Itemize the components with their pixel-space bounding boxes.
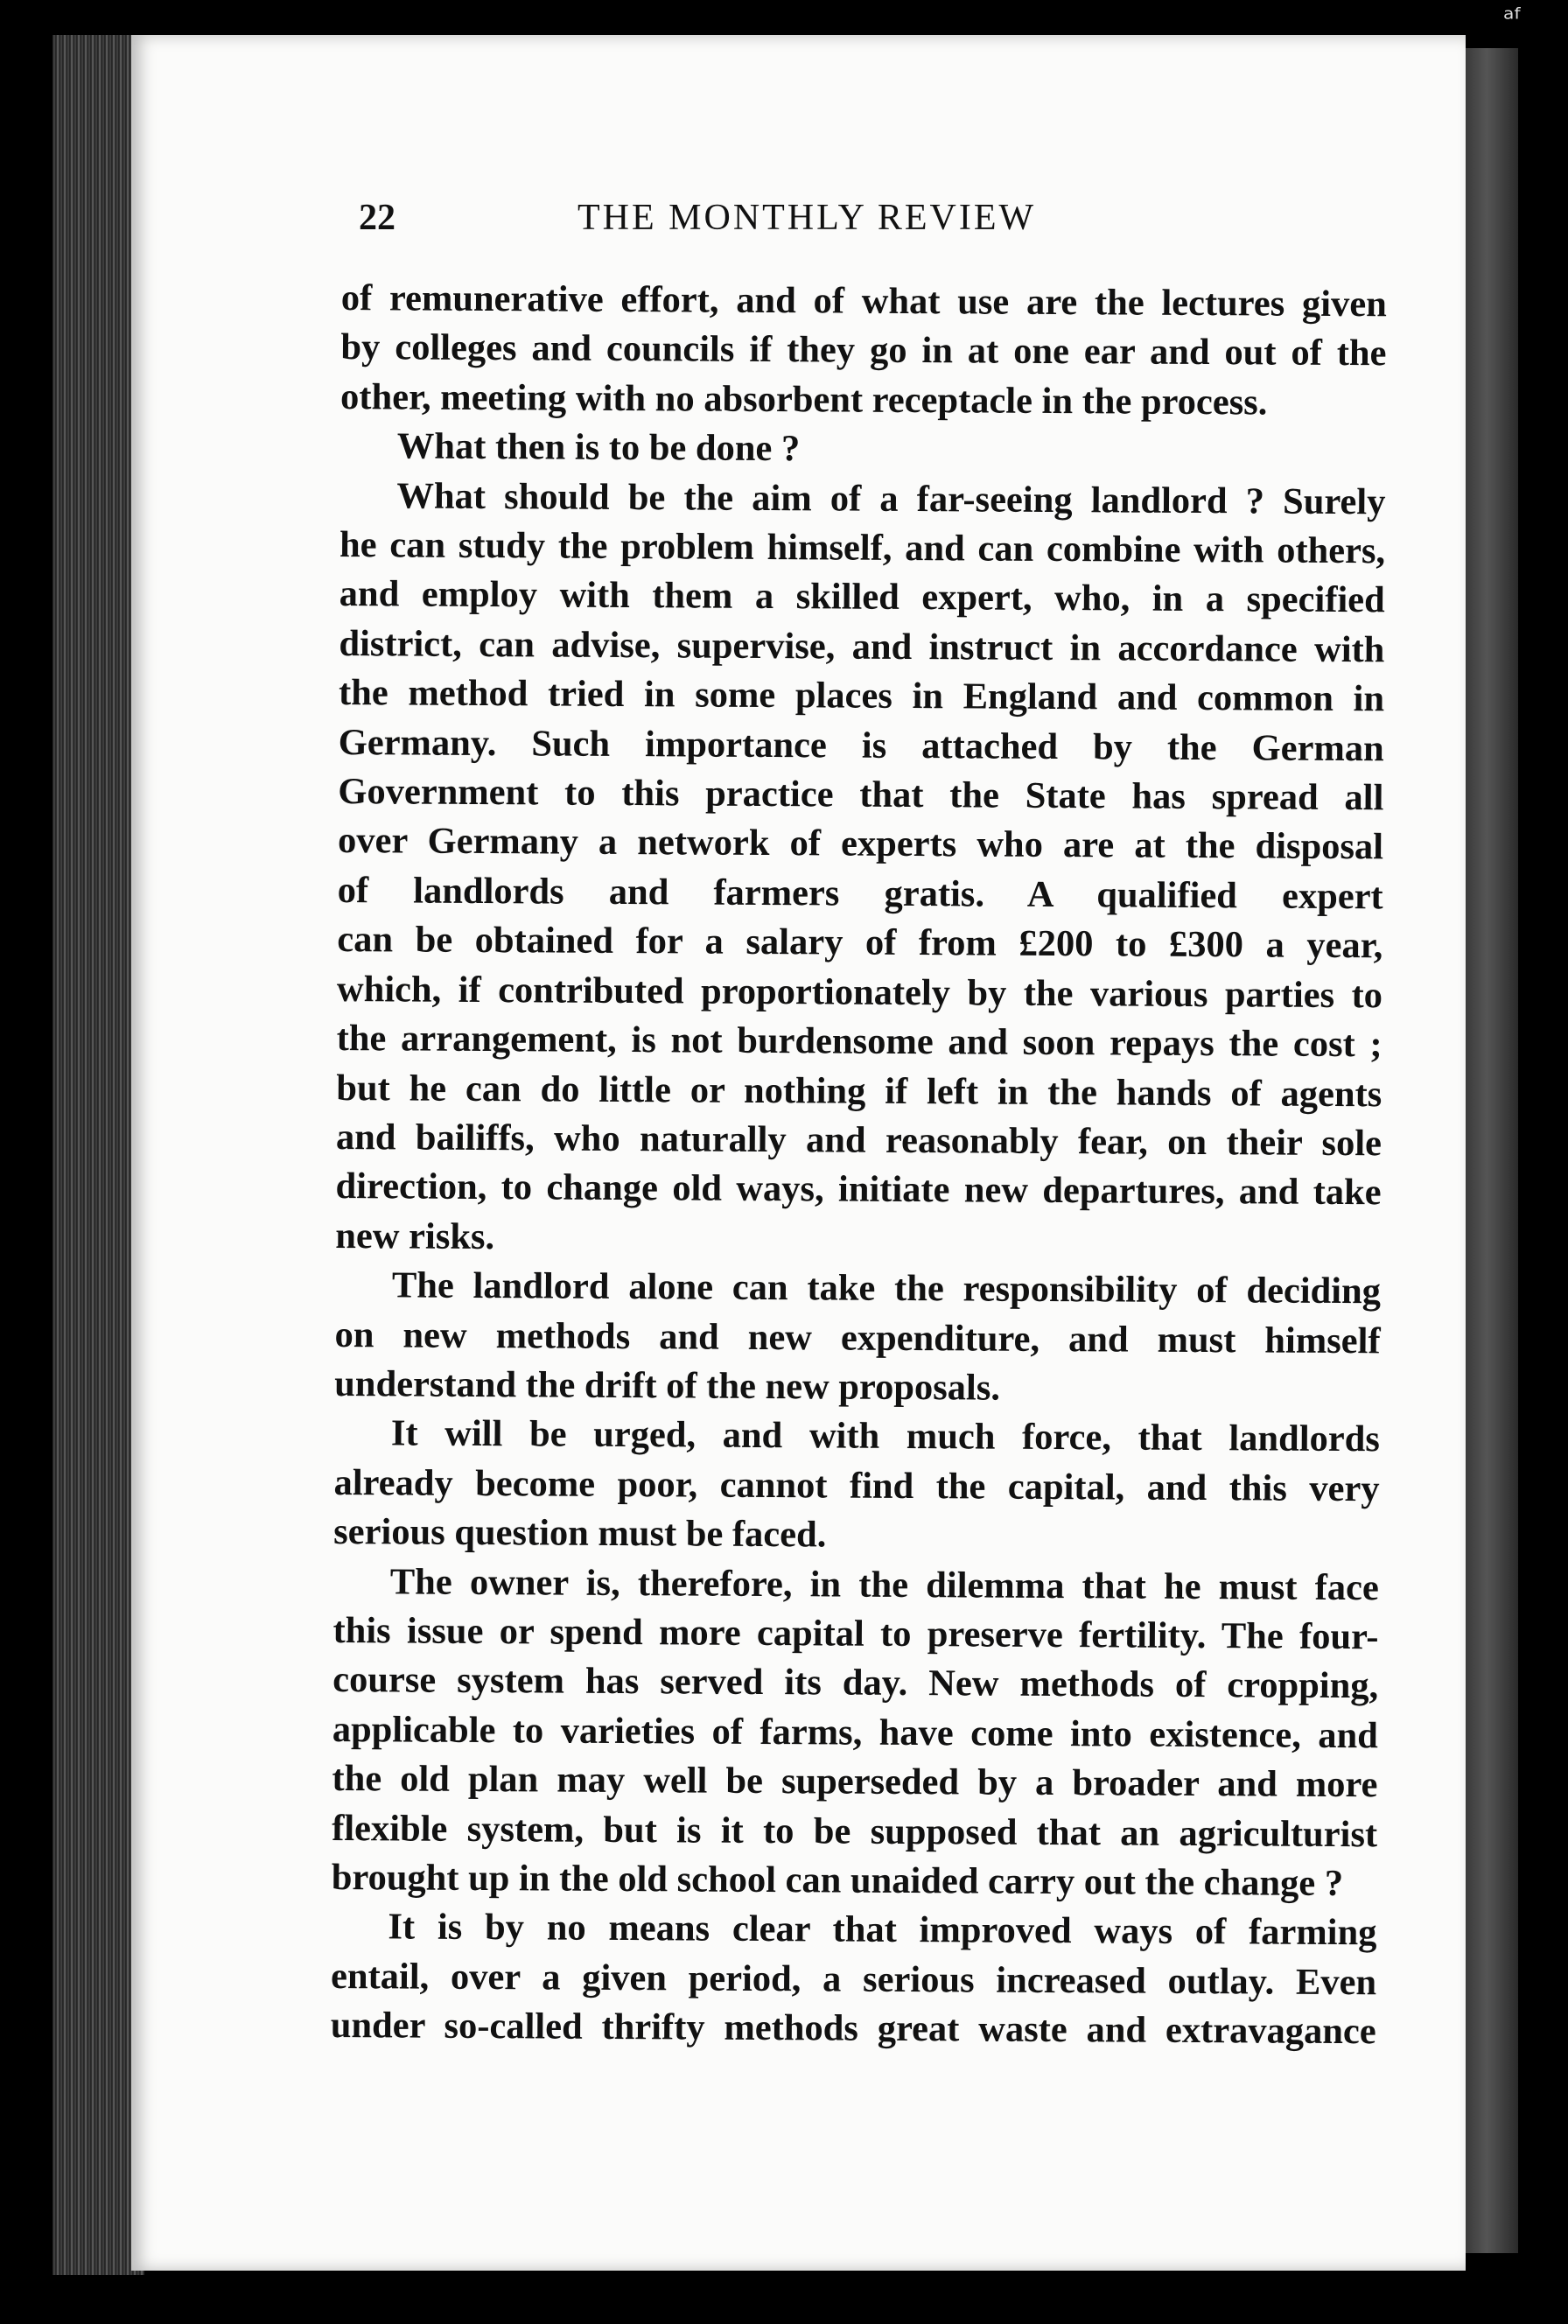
text-line: entail, over a given period, a serious increased outlay. Even — [330, 1955, 1377, 2004]
text-line: he can study the problem himself, and can combine with others, — [339, 524, 1386, 572]
text-line: the old plan may well be superseded by a broader and more — [332, 1758, 1378, 1806]
book-spine — [1466, 48, 1518, 2253]
text-line: district, can advise, supervise, and instruct in accordance with — [339, 622, 1385, 671]
running-title: THE MONTHLY REVIEW — [578, 198, 1037, 238]
text-line: applicable to varieties of farms, have come into existence, and — [332, 1708, 1378, 1757]
corner-mark: ᵃᶠ — [1503, 2, 1523, 35]
text-line: of landlords and farmers gratis. A qualified expert — [337, 869, 1383, 918]
text-line: new risks. — [335, 1214, 495, 1257]
text-line: by colleges and councils if they go in at one ear and out of the — [340, 326, 1387, 374]
text-line: understand the drift of the new proposals. — [334, 1362, 1001, 1409]
text-line: and bailiffs, who naturally and reasonably fear, on their sole — [335, 1116, 1382, 1165]
text-line: which, if contributed proportionately by the various parties to — [336, 968, 1383, 1016]
text-line: course system has served its day. New methods of cropping, — [332, 1659, 1379, 1707]
text-line: can be obtained for a salary of from £200 to £300 a year, — [337, 919, 1383, 967]
text-line: What then is to be done ? — [396, 425, 801, 470]
text-line: The owner is, therefore, in the dilemma that he must face — [389, 1560, 1379, 1608]
text-line: flexible system, but is it to be supposed that an agriculturist — [332, 1807, 1378, 1855]
text-line: but he can do little or nothing if left in the hands of agents — [336, 1067, 1382, 1115]
text-line: It will be urged, and with much force, that landlords — [390, 1412, 1381, 1460]
text-line: under so-called thrifty methods great waste and extravagance — [330, 2005, 1376, 2053]
text-line: other, meeting with no absorbent receptacle in the process. — [340, 375, 1268, 424]
text-line: Government to this practice that the State has spread all — [338, 771, 1384, 819]
text-line: Germany. Such importance is attached by the German — [338, 721, 1384, 769]
text-line: brought up in the old school can unaided carry out the change ? — [331, 1856, 1344, 1905]
text-line: already become poor, cannot find the capital, and this very — [333, 1461, 1380, 1510]
text-line: of remunerative effort, and of what use are the lectures given — [340, 276, 1387, 326]
text-line: The landlord alone can take the responsibility of deciding — [391, 1264, 1382, 1312]
text-line: over Germany a network of experts who are at the disposal — [337, 820, 1384, 868]
text-line: What should be the aim of a far-seeing landlord ? Surely — [396, 475, 1386, 522]
page-number: 22 — [359, 198, 396, 238]
text-line: the arrangement, is not burdensome and soon repays the cost ; — [336, 1018, 1382, 1066]
text-line: the method tried in some places in England and common in — [338, 672, 1385, 720]
text-line: this issue or spend more capital to preserve fertility. The four- — [332, 1609, 1379, 1658]
body-text — [331, 274, 1387, 2057]
text-line: serious question must be faced. — [333, 1511, 827, 1556]
page-header — [359, 197, 1181, 249]
text-line: and employ with them a skilled expert, who, in a specified — [339, 573, 1385, 621]
text-line: on new methods and new expenditure, and must himself — [334, 1313, 1381, 1362]
text-line: It is by no means clear that improved ways of farming — [388, 1906, 1377, 1954]
text-line: direction, to change old ways, initiate new departures, and take — [335, 1166, 1382, 1214]
